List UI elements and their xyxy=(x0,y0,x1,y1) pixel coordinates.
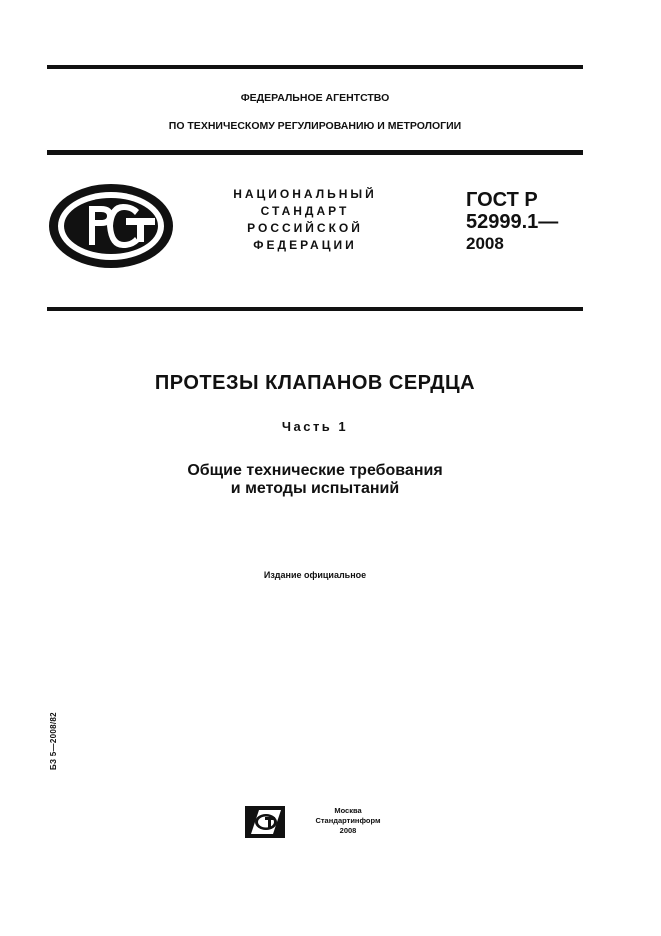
edition-label: Издание официальное xyxy=(263,570,367,580)
top-rule xyxy=(47,65,583,69)
part-label: Часть 1 xyxy=(281,419,349,434)
gost-line-2: 52999.1— xyxy=(466,211,559,233)
rst-gost-mark-icon xyxy=(47,182,175,275)
national-line-2: СТАНДАРТ xyxy=(260,204,350,218)
agency-line-1: ФЕДЕРАЛЬНОЕ АГЕНТСТВО xyxy=(240,92,390,104)
publisher-block xyxy=(293,806,403,836)
publisher-name: Стандартинформ xyxy=(315,816,381,825)
national-standard-label xyxy=(205,186,405,254)
national-line-4: ФЕДЕРАЦИИ xyxy=(253,238,357,252)
national-line-1: НАЦИОНАЛЬНЫЙ xyxy=(233,187,377,201)
standartinform-logo-icon xyxy=(245,806,285,843)
block-divider xyxy=(47,307,583,311)
gost-designation xyxy=(466,189,558,255)
subtitle xyxy=(47,462,583,498)
publisher-city: Москва xyxy=(334,806,362,815)
publisher-year: 2008 xyxy=(339,826,357,835)
gost-line-1: ГОСТ Р xyxy=(466,189,538,211)
subtitle-line-2: и методы испытаний xyxy=(230,480,400,497)
page-title: ПРОТЕЗЫ КЛАПАНОВ СЕРДЦА xyxy=(154,372,476,394)
side-code: БЗ 5—2008/82 xyxy=(49,712,58,770)
national-line-3: РОССИЙСКОЙ xyxy=(247,221,363,235)
gost-year: 2008 xyxy=(466,234,504,253)
subtitle-line-1: Общие технические требования xyxy=(187,462,443,479)
header-divider xyxy=(47,150,583,155)
agency-line-2: ПО ТЕХНИЧЕСКОМУ РЕГУЛИРОВАНИЮ И МЕТРОЛОГИИ xyxy=(168,120,462,132)
